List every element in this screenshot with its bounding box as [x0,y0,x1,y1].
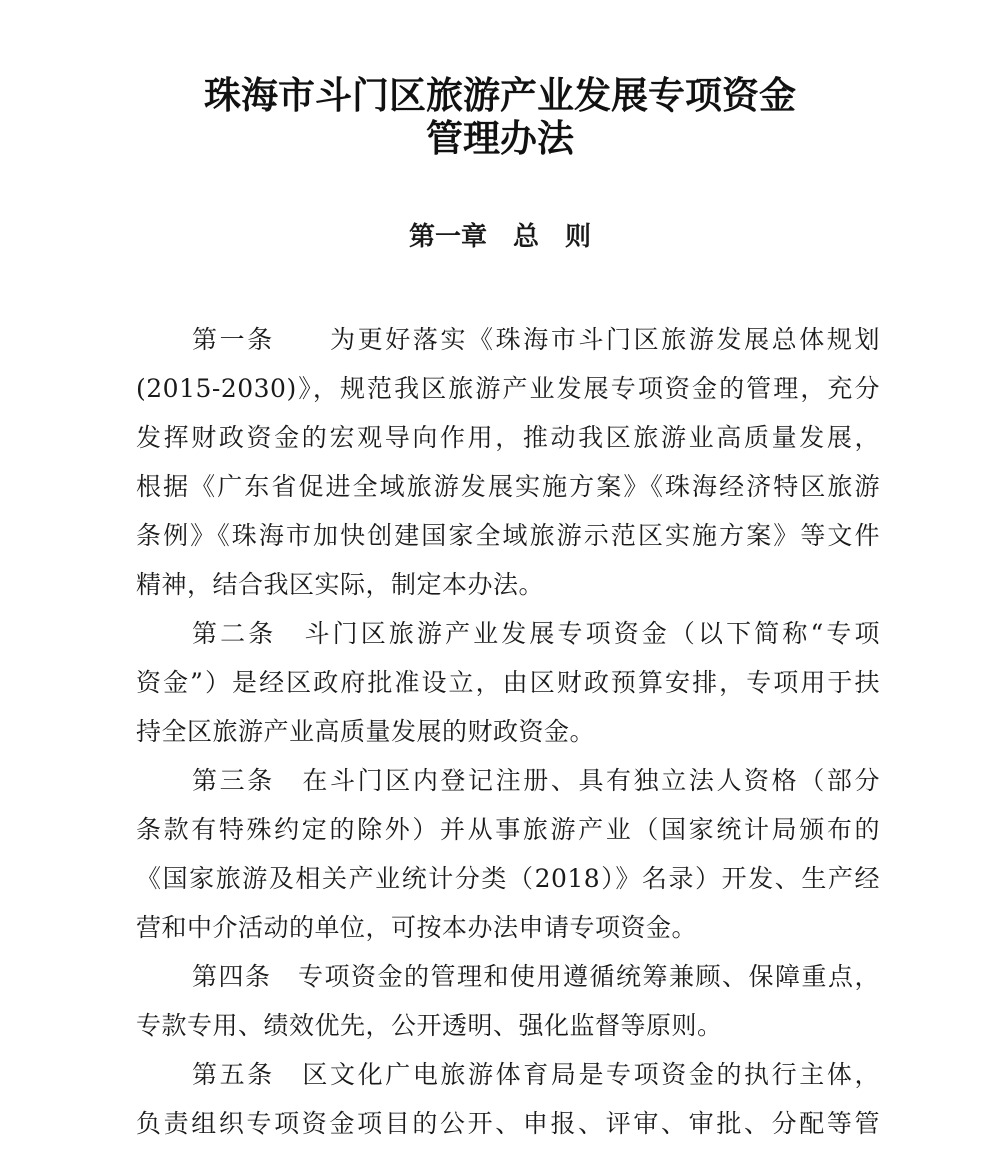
article-line [136,756,880,805]
article-text: 在斗门区内登记注册、具有独立法人资格（部分 [302,766,880,795]
article-line: 条例》《珠海市加快创建国家全域旅游示范区实施方案》等文件 [136,521,880,550]
article-text: 为更好落实《珠海市斗门区旅游发展总体规划 [330,325,880,354]
article-label: 第三条 [192,766,275,795]
document-body [136,315,880,1148]
article-text: 斗门区旅游产业发展专项资金（以下简称“专项 [304,619,880,648]
article-line: 根据《广东省促进全域旅游发展实施方案》《珠海经济特区旅游 [136,472,880,501]
article-label: 第二条 [192,619,277,648]
document-title-line-2: 管理办法 [426,117,574,160]
article-line: 资金”）是经区政府批准设立，由区财政预算安排，专项用于扶 [136,668,880,697]
article-line: 条款有特殊约定的除外）并从事旅游产业（国家统计局颁布的 [136,815,880,844]
article-5 [136,1050,880,1148]
article-line [136,609,880,658]
article-line: 精神，结合我区实际，制定本办法。 [136,570,545,599]
document-title-line-1: 珠海市斗门区旅游产业发展专项资金 [204,74,796,117]
article-line [136,952,880,1001]
article-line [136,315,880,364]
article-line: 负责组织专项资金项目的公开、申报、评审、审批、分配等管 [136,1109,880,1138]
article-text: 区文化广电旅游体育局是专项资金的执行主体， [302,1060,880,1089]
article-line: 《国家旅游及相关产业统计分类（2018）》名录）开发、生产经 [136,864,880,893]
article-label: 第一条 [192,325,275,354]
article-line: 专款专用、绩效优先，公开透明、强化监督等原则。 [136,1011,723,1040]
article-line: 发挥财政资金的宏观导向作用，推动我区旅游业高质量发展， [136,423,880,452]
article-2 [136,609,880,756]
article-4 [136,952,880,1050]
chapter-heading: 第一章 总 则 [408,222,591,252]
article-line: (2015-2030)》，规范我区旅游产业发展专项资金的管理，充分 [136,374,880,403]
article-1 [136,315,880,609]
article-3 [136,756,880,952]
article-label: 第四条 [192,962,272,991]
article-line [136,1050,880,1099]
article-text: 专项资金的管理和使用遵循统筹兼顾、保障重点， [298,962,880,991]
article-label: 第五条 [192,1060,275,1089]
article-line: 持全区旅游产业高质量发展的财政资金。 [136,717,596,746]
article-line: 营和中介活动的单位，可按本办法申请专项资金。 [136,913,698,942]
